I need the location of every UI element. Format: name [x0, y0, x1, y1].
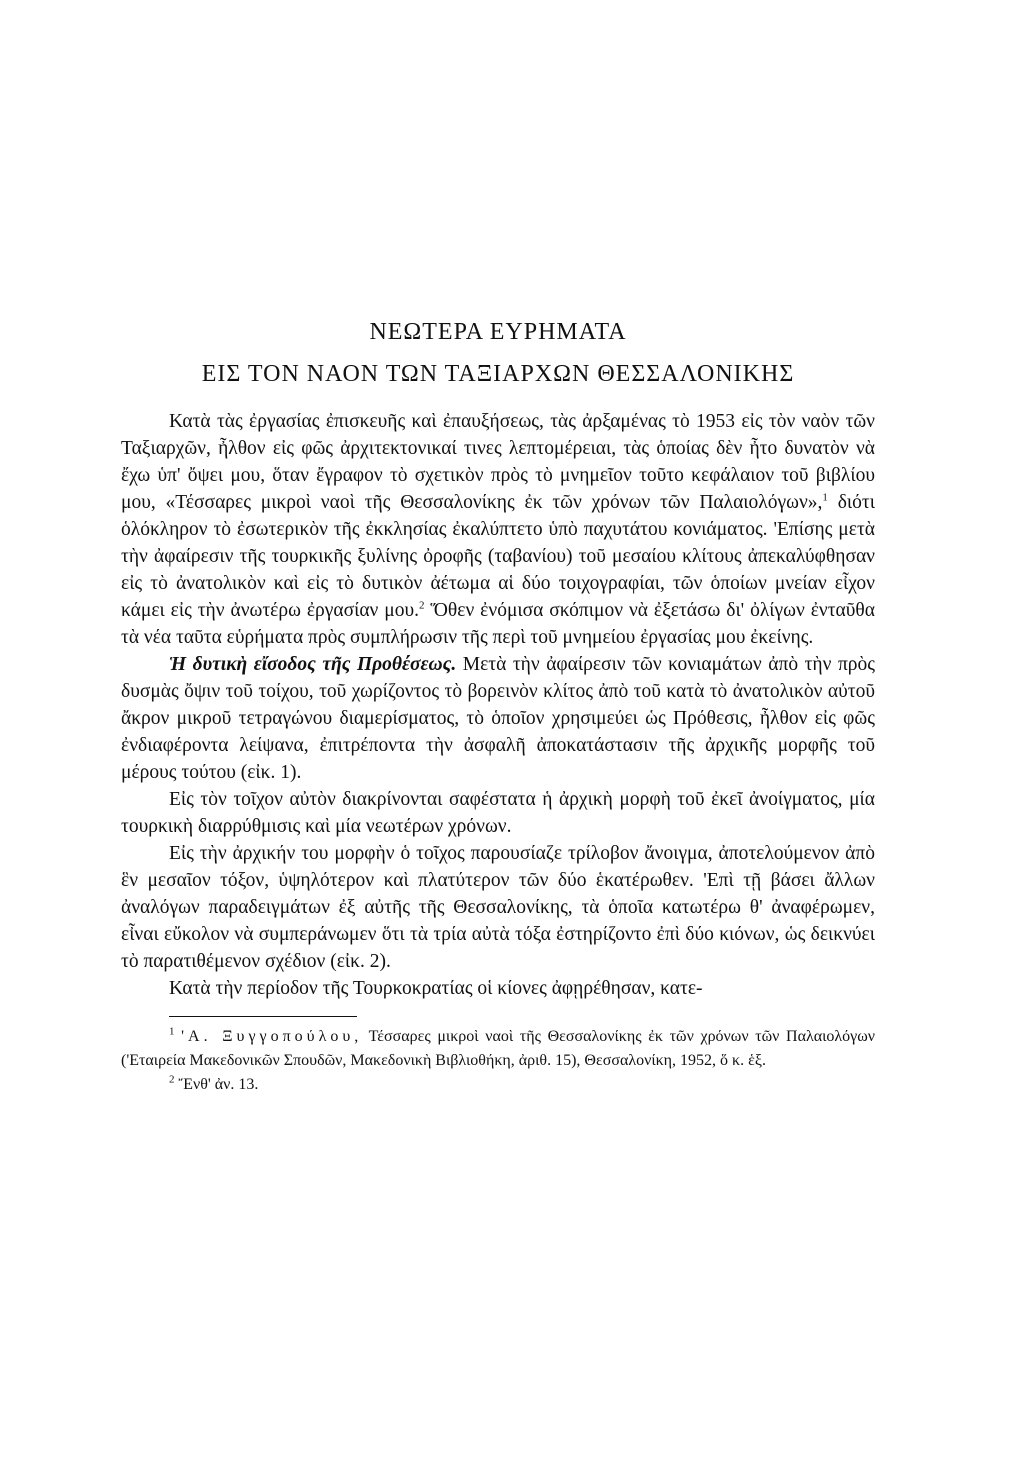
footnote-divider [169, 1016, 357, 1017]
paragraph-2 [121, 651, 875, 786]
footnote-2 [121, 1073, 875, 1097]
paragraph-4: Εἰς τὴν ἀρχικήν του μορφὴν ὁ τοῖχος παρουσίαζε τρίλοβον ἄνοιγμα, ἀποτελούμενον ἀπὸ ἓν μεσαῖον τόξον, ὑψηλότερον καὶ πλατύτερον τῶν δύο ἑκατέρωθεν. 'Επὶ τῇ βάσει ἄλλων ἀναλόγων παραδειγμάτων ἐξ αὐτῆς τῆς Θεσσαλονίκης, τὰ ὁποῖα κατωτέρω θ' ἀναφέρωμεν, εἶναι εὔκολον νὰ συμπεράνωμεν ὅτι τὰ τρία αὐτὰ τόξα ἐστηρίζοντο ἐπὶ δύο κιόνων, ὡς δεικνύει τὸ παρατιθέμενον σχέδιον (εἰκ. 2). [121, 843, 875, 972]
footnote-1-author: 'Α. Ξυγγοπούλου, [181, 1028, 363, 1045]
footnote-1-text: Τέσσαρες μικροὶ ναοὶ τῆς Θεσσαλονίκης ἐκ τῶν χρόνων τῶν Παλαιολόγων ('Εταιρεία Μακεδονικῶν Σπουδῶν, Μακεδονικὴ Βιβλιοθήκη, ἀριθ. 15), Θεσσαλονίκη, 1952, ὅ κ. ἑξ. [121, 1028, 876, 1069]
footnote-ref-1: 1 [822, 491, 828, 504]
page-title: ΝΕΩΤΕΡΑ ΕΥΡΗΜΑΤΑ [369, 319, 627, 345]
paragraph-1-part3: Ὅθεν ἐνόμισα σκόπιμον νὰ ἐξετάσω δι' ὀλίγων ἐνταῦθα τὰ νέα ταῦτα εὑρήματα πρὸς συμπλήρωσιν τῆς περὶ τοῦ μνημείου ἐργασίας μου ἐκείνης. [121, 600, 875, 648]
document-page [121, 300, 875, 1097]
paragraph-1-part2: διότι ὁλόκληρον τὸ ἐσωτερικὸν τῆς ἐκκλησίας ἐκαλύπτετο ὑπὸ παχυτάτου κονιάματος. 'Επίσης μετὰ τὴν ἀφαίρεσιν τῆς τουρκικῆς ξυλίνης ὀροφῆς (ταβανίου) τοῦ μεσαίου κλίτους ἀπεκαλύφθησαν εἰς τὸ ἀνατολικὸν καὶ εἰς τὸ δυτικὸν ἀέτωμα αἱ δύο τοιχογραφίαι, τῶν ὁποίων μνείαν εἶχον κάμει εἰς τὴν ἀνωτέρω ἐργασίαν μου. [121, 492, 875, 621]
section-heading: Ἡ δυτικὴ εἴσοδος τῆς Προθέσεως. [169, 654, 457, 675]
paragraph-1 [121, 408, 875, 651]
paragraph-1-part1: Κατὰ τὰς ἐργασίας ἐπισκευῆς καὶ ἐπαυξήσεως, τὰς ἀρξαμένας τὸ 1953 εἰς τὸν ναὸν τῶν Ταξιαρχῶν, ἦλθον εἰς φῶς ἀρχιτεκτονικαί τινες λεπτομέρειαι, τὰς ὁποίας δὲν ἦτο δυνατὸν νὰ ἔχω ὑπ' ὄψει μου, ὅταν ἔγραφον τὸ σχετικὸν πρὸς τὸ μνημεῖον τοῦτο κεφάλαιον τοῦ βιβλίου μου, «Τέσσαρες μικροὶ ναοὶ τῆς Θεσσαλονίκης ἐκ τῶν χρόνων τῶν Παλαιολόγων», [121, 411, 875, 513]
footnote-1 [121, 1025, 875, 1073]
paragraph-5: Κατὰ τὴν περίοδον τῆς Τουρκοκρατίας οἱ κίονες ἀφῃρέθησαν, κατε- [169, 978, 703, 999]
paragraph-3: Εἰς τὸν τοῖχον αὐτὸν διακρίνονται σαφέστατα ἡ ἀρχικὴ μορφὴ τοῦ ἐκεῖ ἀνοίγματος, μία τουρκικὴ διαρρύθμισις καὶ μία νεωτέρων χρόνων. [121, 789, 875, 837]
page-subtitle: ΕΙΣ ΤΟΝ ΝΑΟΝ ΤΩΝ ΤΑΞΙΑΡΧΩΝ ΘΕΣΣΑΛΟΝΙΚΗΣ [201, 361, 795, 387]
body-text [121, 408, 875, 1002]
footnotes [121, 1025, 875, 1097]
footnote-ref-2: 2 [419, 599, 425, 612]
footnote-1-mark: 1 [169, 1025, 175, 1038]
footnote-2-mark: 2 [169, 1073, 175, 1086]
title-block [121, 316, 875, 390]
paragraph-2-text: Μετὰ τὴν ἀφαίρεσιν τῶν κονιαμάτων ἀπὸ τὴν πρὸς δυσμὰς ὄψιν τοῦ τοίχου, τοῦ χωρίζοντος τὸ βορεινὸν κλίτος ἀπὸ τοῦ κατὰ τὸ ἀνατολικὸν αὐτοῦ ἄκρον μικροῦ τετραγώνου διαμερίσματος, τὸ ὁποῖον χρησιμεύει ὡς Πρόθεσις, ἦλθον εἰς φῶς ἐνδιαφέροντα λείψανα, ἐπιτρέποντα τὴν ἀσφαλῆ ἀποκατάστασιν τῆς ἀρχικῆς μορφῆς τοῦ μέρους τούτου (εἰκ. 1). [121, 654, 875, 783]
footnote-2-text: Ἔνθ' ἀν. 13. [174, 1076, 259, 1093]
